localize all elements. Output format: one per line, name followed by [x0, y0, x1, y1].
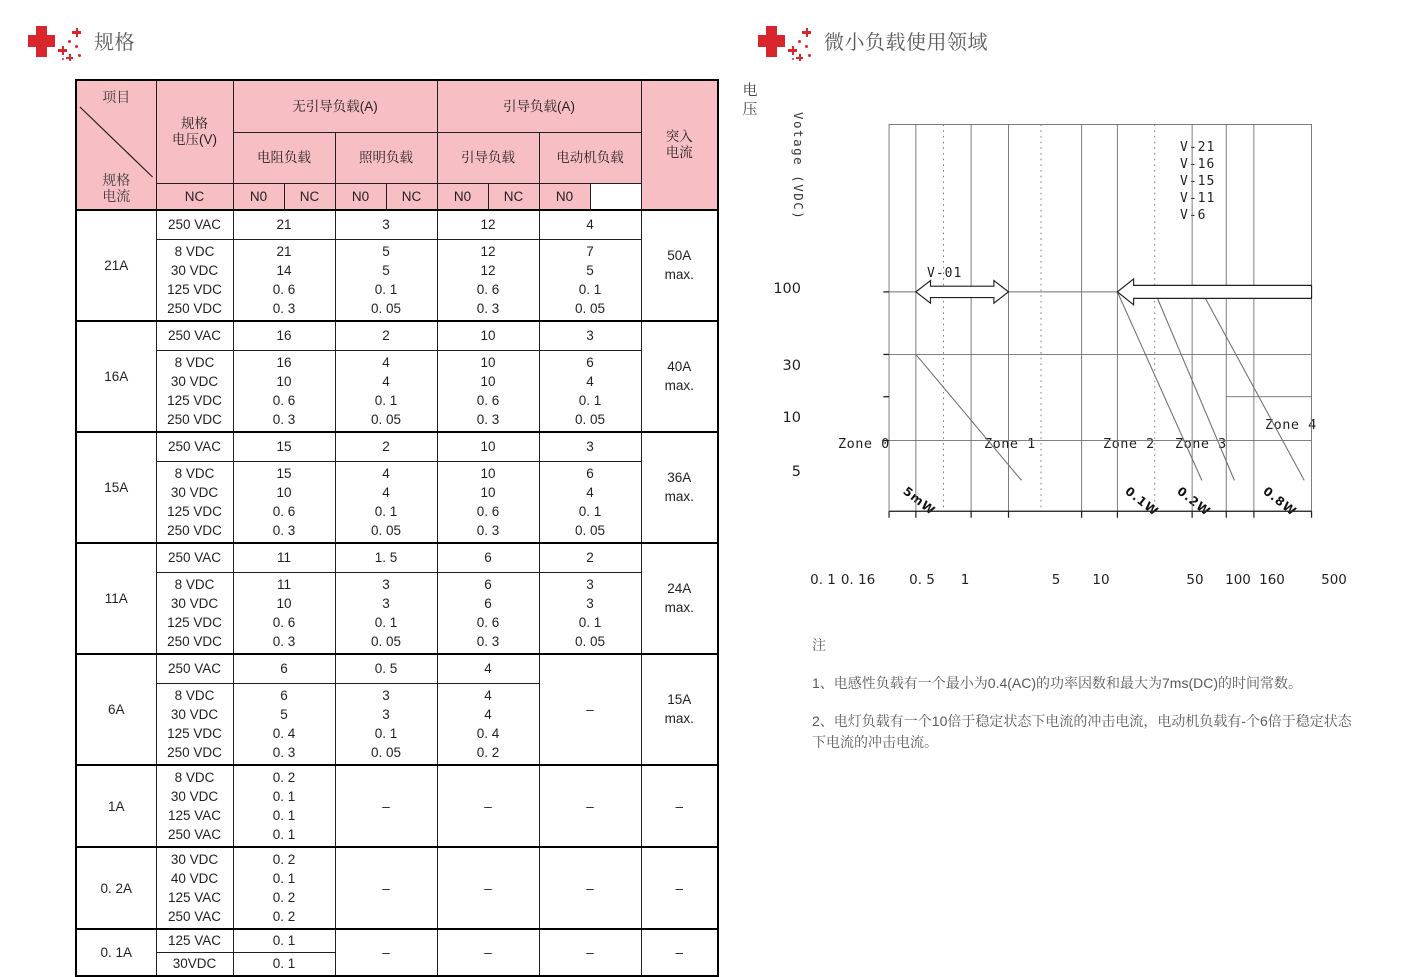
- table-row: [76, 654, 718, 684]
- row-current-6a: 6A: [76, 654, 156, 765]
- row-current-15a: 15A: [76, 432, 156, 543]
- notes-heading: 注: [812, 637, 826, 653]
- cell-resistive-list: 16 10 0. 6 0. 3: [233, 351, 335, 433]
- cell-lamp: 2: [335, 432, 437, 462]
- x-tick-label: 0. 16: [840, 572, 876, 588]
- y-tick-label: 10: [782, 410, 801, 426]
- cell-motor-list: 3 3 0. 1 0. 05: [539, 573, 641, 655]
- cell-inductive-list: 10 10 0. 6 0. 3: [437, 351, 539, 433]
- cell-voltage: 250 VAC: [156, 543, 233, 573]
- x-tick-label: 1: [960, 572, 970, 588]
- cell-voltage: 30VDC: [156, 953, 233, 977]
- chart-side-label: 电 压: [742, 82, 758, 118]
- cell-motor-dash: –: [539, 847, 641, 929]
- zone-label-1: Zone 1: [984, 436, 1036, 452]
- x-tick-label: 500: [1321, 572, 1347, 588]
- cell-voltage-list: 8 VDC 30 VDC 125 VDC 250 VDC: [156, 351, 233, 433]
- cell-motor-list: 6 4 0. 1 0. 05: [539, 351, 641, 433]
- table-row: [76, 462, 718, 544]
- y-axis-ticks: [883, 292, 889, 441]
- table-row: [76, 351, 718, 433]
- cell-lamp-list: 4 4 0. 1 0. 05: [335, 462, 437, 544]
- cell-lamp: 1. 5: [335, 543, 437, 573]
- v01-arrow-icon: [916, 281, 1009, 304]
- x-tick-label: 160: [1259, 572, 1285, 588]
- table-row: [76, 929, 718, 953]
- cell-inrush-dash: –: [641, 765, 718, 847]
- cell-lamp: 3: [335, 210, 437, 240]
- header-inrush-col: 突入 电流: [641, 80, 718, 210]
- model-label: V-15: [1180, 173, 1216, 189]
- header-sub-lamp: 照明负载: [335, 133, 437, 184]
- cell-resistive: 21: [233, 210, 335, 240]
- cell-resistive-list: 11 10 0. 6 0. 3: [233, 573, 335, 655]
- cell-lamp-list: 5 5 0. 1 0. 05: [335, 240, 437, 322]
- header-contact-cell: NC: [386, 184, 437, 211]
- zone-label-3: Zone 3: [1175, 436, 1227, 452]
- cell-lamp-dash: –: [335, 847, 437, 929]
- cell-inrush: 40A max.: [641, 321, 718, 432]
- cell-motor-list: 7 5 0. 1 0. 05: [539, 240, 641, 322]
- header-contact-cell: N0: [335, 184, 386, 211]
- model-label: V-16: [1180, 156, 1216, 172]
- cell-motor: 4: [539, 210, 641, 240]
- cell-voltage-list: 8 VDC 30 VDC 125 VDC 250 VDC: [156, 684, 233, 766]
- cell-resistive-list: 21 14 0. 6 0. 3: [233, 240, 335, 322]
- row-current-1a: 1A: [76, 765, 156, 847]
- cell-motor: 3: [539, 321, 641, 351]
- cell-inductive-dash: –: [437, 765, 539, 847]
- spec-table-head: [76, 80, 718, 210]
- zone-label-0: Zone 0: [838, 436, 890, 452]
- power-line-5mw: [916, 354, 1022, 480]
- y-tick-label: 100: [773, 281, 801, 297]
- x-tick-label: 0. 1: [810, 572, 836, 588]
- header-sub-inductive: 引导负载: [437, 133, 539, 184]
- header-contact-cell: NC: [284, 184, 335, 211]
- row-current-11a: 11A: [76, 543, 156, 654]
- header-contact-cell: NC: [488, 184, 539, 211]
- note-item-1: 1、电感性负载有一个最小为0.4(AC)的功率因数和最大为7ms(DC)的时间常数。: [812, 675, 1303, 691]
- cell-resistive: 15: [233, 432, 335, 462]
- table-row: [76, 543, 718, 573]
- cell-voltage-list: 8 VDC 30 VDC 125 VAC 250 VAC: [156, 765, 233, 847]
- cell-lamp-dash: –: [335, 765, 437, 847]
- header-contact-cell: N0: [233, 184, 284, 211]
- x-axis: [889, 511, 1312, 518]
- cell-resistive-list: 6 5 0. 4 0. 3: [233, 684, 335, 766]
- spec-table: [75, 79, 719, 977]
- cell-inrush-dash: –: [641, 929, 718, 976]
- model-arrow-icon: [1117, 279, 1311, 305]
- cell-voltage: 250 VAC: [156, 321, 233, 351]
- header-contact-cell: N0: [539, 184, 590, 211]
- cell-inductive-list: 10 10 0. 6 0. 3: [437, 462, 539, 544]
- cell-resistive-list: 0. 2 0. 1 0. 1 0. 1: [233, 765, 335, 847]
- cell-inductive: 12: [437, 210, 539, 240]
- row-current-02a: 0. 2A: [76, 847, 156, 929]
- cell-voltage-list: 8 VDC 30 VDC 125 VDC 250 VDC: [156, 573, 233, 655]
- y-tick-label: 5: [791, 464, 801, 480]
- row-current-21a: 21A: [76, 210, 156, 321]
- corner-bottom-label: 规格 电流: [102, 171, 131, 205]
- cell-voltage: 125 VAC: [156, 929, 233, 953]
- power-line-01w: [1117, 292, 1202, 481]
- power-label-5mw: 5mW: [900, 484, 939, 518]
- table-row: [76, 432, 718, 462]
- cell-resistive: 0. 1: [233, 953, 335, 977]
- cell-inrush: 36A max.: [641, 432, 718, 543]
- cell-inductive: 6: [437, 543, 539, 573]
- cell-inductive: 10: [437, 321, 539, 351]
- header-group-lead: 引导负载(A): [437, 80, 641, 133]
- row-current-01a: 0. 1A: [76, 929, 156, 976]
- cell-inrush: 15A max.: [641, 654, 718, 765]
- header-voltage-col: 规格 电压(V): [156, 80, 233, 184]
- cell-inrush: 24A max.: [641, 543, 718, 654]
- cell-resistive: 11: [233, 543, 335, 573]
- cell-voltage-list: 8 VDC 30 VDC 125 VDC 250 VDC: [156, 462, 233, 544]
- cell-voltage-list: 30 VDC 40 VDC 125 VAC 250 VAC: [156, 847, 233, 929]
- cell-lamp-list: 4 4 0. 1 0. 05: [335, 351, 437, 433]
- cell-inductive-list: 12 12 0. 6 0. 3: [437, 240, 539, 322]
- row-current-16a: 16A: [76, 321, 156, 432]
- power-label-01w: 0.1W: [1122, 484, 1162, 519]
- table-row: [76, 573, 718, 655]
- spec-table-body: [76, 210, 718, 976]
- zone-label-2: Zone 2: [1103, 436, 1155, 452]
- notes-block: [812, 635, 1357, 770]
- table-row: [76, 210, 718, 240]
- power-label-02w: 0.2W: [1174, 484, 1214, 519]
- y-tick-label: 30: [782, 358, 801, 374]
- cell-resistive-list: 15 10 0. 6 0. 3: [233, 462, 335, 544]
- cell-motor-list: 6 4 0. 1 0. 05: [539, 462, 641, 544]
- zone-label-4: Zone 4: [1265, 417, 1317, 433]
- cell-motor-dash: –: [539, 765, 641, 847]
- right-section-heading: [752, 20, 988, 60]
- power-line-02w: [1155, 292, 1235, 481]
- cell-motor-dash: –: [539, 929, 641, 976]
- cell-inrush-dash: –: [641, 847, 718, 929]
- cell-inductive-list: 6 6 0. 6 0. 3: [437, 573, 539, 655]
- left-section-heading: [22, 20, 135, 60]
- red-cross-decoration-icon-2: [752, 20, 814, 60]
- chart-grid: [889, 125, 1312, 512]
- cell-motor: 3: [539, 432, 641, 462]
- x-tick-label: 50: [1186, 572, 1204, 588]
- cell-inductive: 10: [437, 432, 539, 462]
- table-row: [76, 240, 718, 322]
- header-corner-cell: [76, 80, 156, 210]
- cell-inductive-dash: –: [437, 847, 539, 929]
- cell-resistive: 16: [233, 321, 335, 351]
- chart-y-axis-title: Votage (VDC): [791, 112, 806, 221]
- cell-inductive-dash: –: [437, 929, 539, 976]
- header-contact-cell: NC: [156, 184, 233, 211]
- spec-table-container: [75, 79, 719, 977]
- cell-motor: 2: [539, 543, 641, 573]
- x-tick-label: 0. 5: [909, 572, 935, 588]
- header-row-3: [76, 184, 718, 211]
- model-label: V-6: [1180, 207, 1207, 223]
- red-cross-decoration-icon: [22, 20, 84, 60]
- table-row: [76, 765, 718, 847]
- x-tick-label: 5: [1051, 572, 1061, 588]
- note-item-2: 2、电灯负载有一个10倍于稳定状态下电流的冲击电流，电动机负载有-个6倍于稳定状态下电流的冲击电流。: [812, 712, 1352, 751]
- power-curves: [916, 292, 1304, 481]
- cell-lamp-list: 3 3 0. 1 0. 05: [335, 573, 437, 655]
- micro-load-chart: [735, 72, 1375, 612]
- cell-voltage: 250 VAC: [156, 210, 233, 240]
- cell-lamp-list: 3 3 0. 1 0. 05: [335, 684, 437, 766]
- cell-voltage: 250 VAC: [156, 654, 233, 684]
- x-tick-label: 10: [1092, 572, 1110, 588]
- cell-inductive: 4: [437, 654, 539, 684]
- cell-inductive-list: 4 4 0. 4 0. 2: [437, 684, 539, 766]
- x-tick-label: 100: [1225, 572, 1251, 588]
- cell-resistive: 0. 1: [233, 929, 335, 953]
- header-contact-cell: N0: [437, 184, 488, 211]
- right-section-title: 微小负载使用领域: [824, 31, 988, 54]
- header-sub-resistive: 电阻负载: [233, 133, 335, 184]
- cell-resistive-list: 0. 2 0. 1 0. 2 0. 2: [233, 847, 335, 929]
- cell-motor-dash: –: [539, 654, 641, 765]
- table-row: [76, 321, 718, 351]
- table-row: [76, 847, 718, 929]
- model-label: V-11: [1180, 190, 1216, 206]
- model-label: V-21: [1180, 140, 1216, 155]
- cell-lamp: 2: [335, 321, 437, 351]
- cell-inrush: 50A max.: [641, 210, 718, 321]
- corner-top-label: 项目: [102, 89, 131, 105]
- header-sub-motor: 电动机负载: [539, 133, 641, 184]
- cell-resistive: 6: [233, 654, 335, 684]
- header-group-no-lead: 无引导负载(A): [233, 80, 437, 133]
- cell-lamp-dash: –: [335, 929, 437, 976]
- power-label-08w: 0.8W: [1260, 484, 1300, 519]
- chart-plot-svg: [820, 82, 1340, 570]
- left-section-title: 规格: [94, 31, 135, 54]
- cell-voltage-list: 8 VDC 30 VDC 125 VDC 250 VDC: [156, 240, 233, 322]
- cell-lamp: 0. 5: [335, 654, 437, 684]
- v01-label: V-01: [927, 266, 963, 281]
- cell-voltage: 250 VAC: [156, 432, 233, 462]
- header-row-1: [76, 80, 718, 133]
- power-line-08w: [1202, 292, 1304, 481]
